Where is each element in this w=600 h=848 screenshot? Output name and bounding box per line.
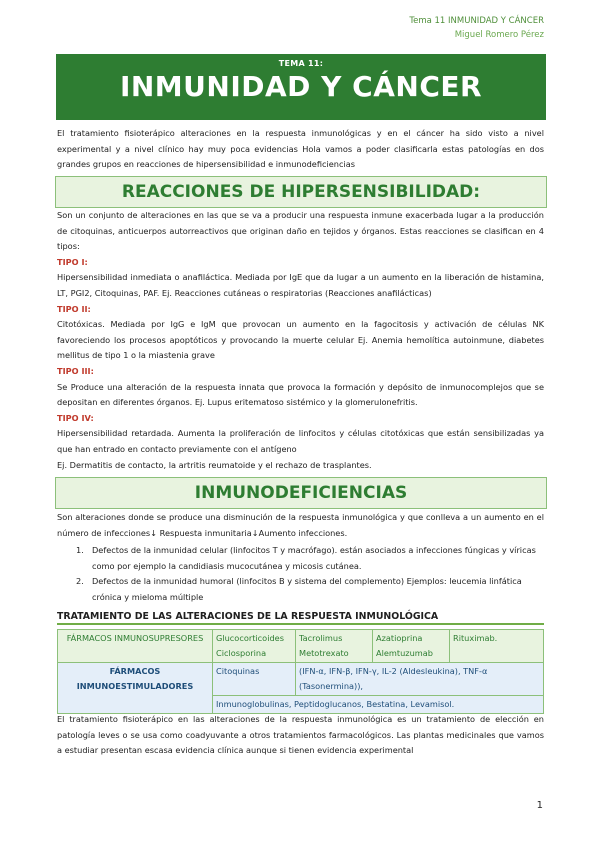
section-heading-text: INMUNODEFICIENCIAS	[194, 483, 408, 503]
drug-name: Azatioprina	[376, 633, 423, 643]
table-cell	[213, 630, 296, 663]
table-cell	[296, 630, 373, 663]
table-row-header: FÁRMACOS INMUNOSUPRESORES	[58, 630, 213, 663]
drug-name: Citoquinas	[216, 666, 260, 676]
drug-detail: (IFN-α, IFN-β, IFN-γ, IL-2 (Aldesleukina), TNF-α (Tasonermina)),	[299, 666, 488, 691]
table-cell	[296, 663, 544, 696]
table-cell	[213, 663, 296, 696]
list-item	[76, 543, 544, 574]
table-row-header: FÁRMACOS INMUNOESTIMULADORES	[58, 663, 213, 714]
drug-name: Glucocorticoides	[216, 633, 284, 643]
title-banner	[56, 54, 546, 120]
table-cell	[373, 630, 450, 663]
header-topic: Tema 11 INMUNIDAD Y CÁNCER	[409, 16, 544, 26]
page-header	[409, 14, 544, 42]
drug-name: Ciclosporina	[216, 648, 267, 658]
banner-subtitle: TEMA 11:	[278, 59, 324, 68]
table-row	[58, 663, 544, 696]
tipo-label: TIPO I:	[57, 256, 88, 267]
table-row	[58, 630, 544, 663]
tipo-text: Hipersensibilidad retardada. Aumenta la proliferación de linfocitos y células citotóxicas que están sensibilizadas ya que han entrado en contacto previamente con el antígeno	[57, 428, 544, 454]
drug-name: Inmunoglobulinas, Peptidoglucanos, Bestatina, Levamisol.	[216, 699, 455, 709]
drug-name: Alemtuzumab	[376, 648, 433, 658]
tipo-label: TIPO III:	[57, 365, 94, 376]
list-item	[76, 574, 544, 605]
hipersensibilidad-intro: Son un conjunto de alteraciones en las que se va a producir una respuesta inmune exacerbada lugar a la producción de citoquinas, anticuerpos autorreactivos que originan daño en tejidos y órganos. Estas reacciones se clasifican en 4 tipos:	[57, 210, 544, 252]
section-heading-inmunodeficiencias	[55, 477, 547, 509]
table-title: TRATAMIENTO DE LAS ALTERACIONES DE LA RESPUESTA INMUNOLÓGICA	[57, 611, 544, 625]
hipersensibilidad-section	[57, 208, 544, 473]
tipo-text: Se Produce una alteración de la respuesta innata que provoca la formación y depósito de inmunocomplejos que se depositan en diferentes órganos. Ej. Lupus eritematoso sistémico y la glomerulonefritis.	[57, 381, 544, 408]
table-cell	[450, 630, 544, 663]
header-author: Miguel Romero Pérez	[454, 30, 544, 40]
tipo-example: Ej. Dermatitis de contacto, la artritis reumatoide y el rechazo de trasplantes.	[57, 459, 372, 470]
section-heading-text: REACCIONES DE HIPERSENSIBILIDAD:	[121, 182, 481, 202]
list-item-number: 1.	[76, 545, 84, 555]
inmunodeficiencias-intro: Son alteraciones donde se produce una disminución de la respuesta inmunológica y que conlleva a un aumento en el número de infecciones↓ Respuesta inmunitaria↓Aumento infecciones.	[57, 512, 544, 538]
list-item-number: 2.	[76, 576, 84, 587]
section-heading-hipersensibilidad	[55, 176, 547, 208]
tipo-label: TIPO II:	[57, 303, 91, 314]
table-cell	[213, 696, 544, 714]
list-item-text: Defectos de la inmunidad celular (linfocitos T y macrófago). están asociados a infecciones fúngicas y víricas como por ejemplo la candidiasis mucocutánea y micosis cutánea.	[92, 545, 536, 571]
drug-name: Metotrexato	[299, 648, 349, 658]
intro-paragraph: El tratamiento fisioterápico alteraciones en la respuesta inmunológicas y en el cáncer ha sido visto a nivel experimental y a nivel clínico hay muy poca evidencias Hola vamos a poder clasificarla estas patologías en dos grandes grupos en reacciones de hipersensibilidad e inmunodeficiencias	[57, 128, 544, 170]
closing-paragraph: El tratamiento fisioterápico en las alteraciones de la respuesta inmunológica es un tratamiento de elección en patología leves o se usa como coadyuvante a otros tratamientos farmacológicos. Las plantas medicinales que vamos a estudiar presentan escasa evidencia clínica aunque si tienen evidencia experimental	[57, 714, 544, 756]
drug-name: Rituximab.	[453, 633, 498, 643]
tipo-label: TIPO IV:	[57, 412, 94, 423]
tipo-text: Hipersensibilidad inmediata o anafiláctica. Mediada por IgE que da lugar a un aumento en la liberación de histamina, LT, PGI2, Citoquinas, PAF. Ej. Reacciones cutáneas o respiratorias (Reacciones anafilácticas)	[57, 272, 544, 298]
treatment-table	[57, 629, 544, 714]
list-item-text: Defectos de la inmunidad humoral (linfocitos B y sistema del complemento) Ejemplos: leucemia linfática crónica y mieloma múltiple	[92, 576, 522, 602]
tipo-text: Citotóxicas. Mediada por IgG e IgM que provocan un aumento en la fagocitosis y activación de células NK favoreciendo los procesos apoptóticos y provocando la muerte celular Ej. Anemia hemolítica autoinmune, diabetes mellitus de tipo 1 o la miastenia grave	[57, 319, 544, 361]
inmunodeficiencias-list	[76, 543, 544, 605]
page-title: INMUNIDAD Y CÁNCER	[119, 70, 483, 103]
drug-name: Tacrolimus	[299, 633, 343, 643]
page-number: 1	[536, 800, 543, 811]
